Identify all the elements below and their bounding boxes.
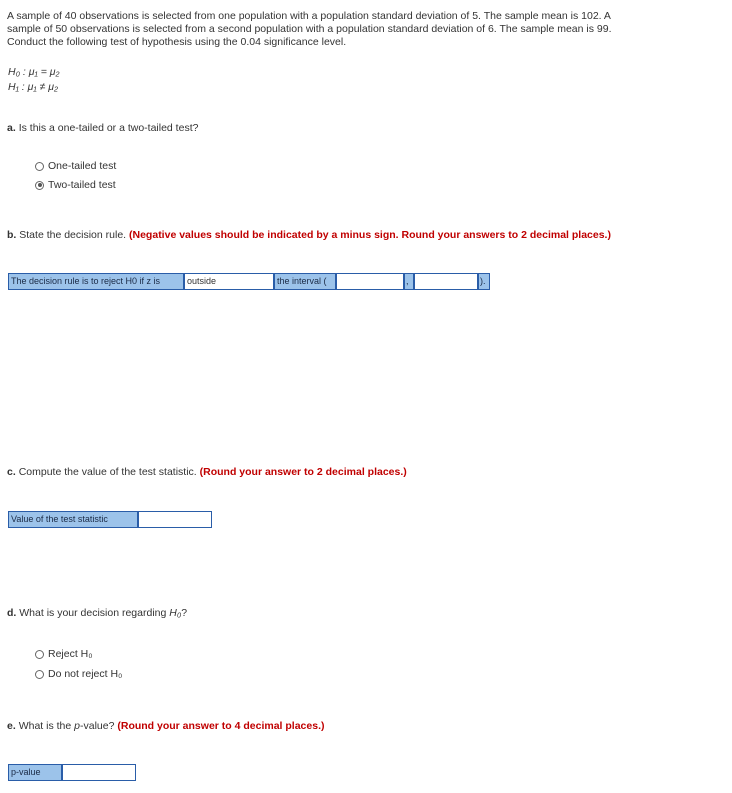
question-d-h0: H₀ [169,607,182,619]
question-e [7,720,325,732]
test-statistic-input[interactable] [138,511,212,528]
intro-line-2: sample of 50 observations is selected from a second population with a population standard deviation of 6. The sample mean is 99. [7,23,612,35]
interval-upper-input[interactable] [414,273,478,290]
question-b [7,229,611,241]
question-a-text: Is this a one-tailed or a two-tailed test? [18,122,199,134]
question-b-text: State the decision rule. [19,229,127,241]
option-reject-h0[interactable] [35,648,93,660]
interval-lower-input[interactable] [336,273,404,290]
question-c-instruction: (Round your answer to 2 decimal places.) [199,466,407,478]
intro-line-1: A sample of 40 observations is selected from one population with a population standard deviation of 5. The sample mean is 102. A [7,10,611,22]
question-b-instruction: (Negative values should be indicated by a minus sign. Round your answers to 2 decimal places.) [129,229,611,241]
p-value-input[interactable] [62,764,136,781]
p-value-label: p-value [8,764,62,781]
question-d [7,607,187,619]
decision-rule-label: The decision rule is to reject H0 if z is [8,273,184,290]
question-c [7,466,407,478]
decision-rule-dropdown[interactable]: outside [184,273,274,290]
option-two-tailed[interactable] [35,179,116,191]
option-one-tailed[interactable] [35,160,116,172]
question-e-instruction: (Round your answer to 4 decimal places.) [117,720,325,732]
option-reject-h0-label: Reject H₀ [48,648,93,660]
alternative-hypothesis: H₁ : μ₁ ≠ μ₂ [8,81,59,93]
option-do-not-reject-h0-label: Do not reject H₀ [48,668,123,680]
option-two-tailed-label: Two-tailed test [48,179,116,191]
question-a [7,122,198,134]
interval-comma: , [404,273,414,290]
question-c-prefix: c. [7,466,16,478]
question-d-text-start: What is your decision regarding [19,607,170,619]
radio-two-tailed[interactable] [35,181,44,190]
question-a-prefix: a. [7,122,16,134]
null-hypothesis: H₀ : μ₁ = μ₂ [8,66,60,78]
radio-reject-h0[interactable] [35,650,44,659]
question-e-prefix: e. [7,720,16,732]
question-e-text-start: What is the [18,720,75,732]
option-one-tailed-label: One-tailed test [48,160,117,172]
option-do-not-reject-h0[interactable] [35,668,122,680]
problem-statement [7,10,719,49]
radio-do-not-reject-h0[interactable] [35,670,44,679]
test-statistic-label: Value of the test statistic [8,511,138,528]
interval-close: ). [478,273,490,290]
intro-line-3: Conduct the following test of hypothesis using the 0.04 significance level. [7,36,347,48]
interval-label: the interval ( [274,273,336,290]
radio-one-tailed[interactable] [35,162,44,171]
question-b-prefix: b. [7,229,17,241]
question-e-p: p [74,720,80,732]
question-d-text-end: ? [181,607,188,619]
question-e-text-end: -value? [79,720,115,732]
question-d-prefix: d. [7,607,17,619]
question-c-text: Compute the value of the test statistic. [18,466,197,478]
